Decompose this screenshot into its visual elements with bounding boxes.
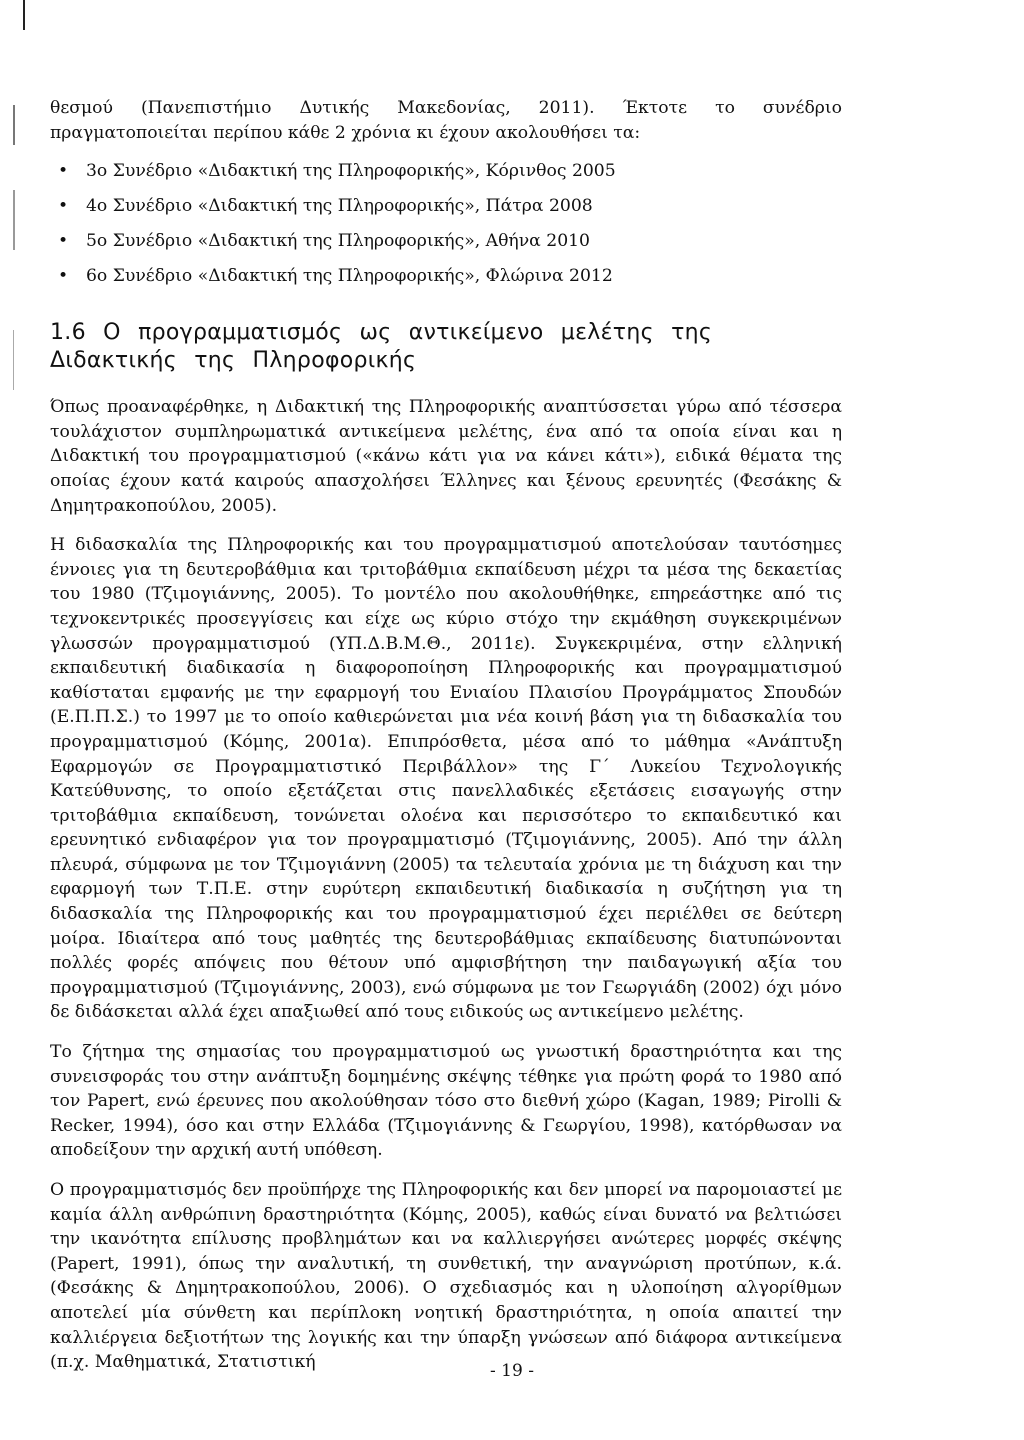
page-number: - 19 -	[490, 1361, 534, 1381]
bullet-icon: •	[58, 196, 69, 217]
list-item: • 6ο Συνέδριο «Διδακτική της Πληροφορικής», Φλώρινα 2012	[58, 266, 613, 287]
bullet-icon: •	[58, 266, 69, 287]
body-paragraph: Το ζήτημα της σημασίας του προγραμματισμού ως γνωστική δραστηριότητα και της συνεισφοράς του στην ανάπτυξη δομημένης σκέψης τέθηκε για πρώτη φορά το 1980 από τον Papert, ενώ έρευνες που ακολούθησαν τόσο στο διεθνή χώρο (Kagan, 1989; Pirolli & Recker, 1994), όσο και στην Ελλάδα (Τζιμογιάννης & Γεωργίου, 1998), κατόρθωσαν να αποδείξουν την αρχική αυτή υπόθεση.	[50, 1042, 842, 1161]
bullet-icon: •	[58, 161, 69, 182]
body-paragraph: Η διδασκαλία της Πληροφορικής και του προγραμματισμού αποτελούσαν ταυτόσημες έννοιες για τη δευτεροβάθμια και τριτοβάθμια εκπαίδευση μέχρι τα μέσα της δεκαετίας του 1980 (Τζιμογιάννης, 2005). Το μοντέλο που ακολουθήθηκε, επηρεάστηκε από τις τεχνοκεντρικές προσεγγίσεις και είχε ως κύριο στόχο την εκμάθηση συγκεκριμένων γλωσσών προγραμματισμού (ΥΠ.Δ.Β.Μ.Θ., 2011ε). Συγκεκριμένα, στην ελληνική εκπαιδευτική διαδικασία η διαφοροποίηση Πληροφορικής και προγραμματισμού καθίσταται εμφανής με την εφαρμογή του Ενιαίου Πλαισίου Προγράμματος Σπουδών (Ε.Π.Π.Σ.) το 1997 με το οποίο καθιερώνεται μια νέα κοινή βάση για τη διδασκαλία του προγραμματισμού (Κόμης, 2001α). Επιπρόσθετα, μέσα από το μάθημα «Ανάπτυξη Εφαρμογών σε Προγραμματιστικό Περιβάλλον» της Γ΄ Λυκείου Τεχνολογικής Κατεύθυνσης, το οποίο εξετάζεται στις πανελλαδικές εξετάσεις εισαγωγής στην τριτοβάθμια εκπαίδευση, τονώνεται ολοένα και περισσότερο το εκπαιδευτικό και ερευνητικό ενδιαφέρον για τον προγραμματισμό (Τζιμογιάννης, 2005). Από την άλλη πλευρά, σύμφωνα με τον Τζιμογιάννη (2005) τα τελευταία χρόνια με τη διάχυση και την εφαρμογή των Τ.Π.Ε. στην ευρύτερη εκπαιδευτική διαδικασία η συζήτηση για τη διδασκαλία της Πληροφορικής και του προγραμματισμού έχει περιέλθει σε δεύτερη μοίρα. Ιδιαίτερα από τους μαθητές της δευτεροβάθμιας εκπαίδευσης διατυπώνονται πολλές φορές απόψεις που θέτουν υπό αμφισβήτηση την παιδαγωγική αξία του προγραμματισμού (Τζιμογιάννης, 2003), ενώ σύμφωνα με τον Γεωργιάδη (2002) όχι μόνο δε διδάσκεται αλλά έχει απαξιωθεί από τους ειδικούς ως αντικείμενο μελέτης.	[50, 535, 842, 1023]
scan-edge-mark	[13, 330, 14, 390]
scan-edge-mark	[13, 190, 15, 250]
list-item: • 3ο Συνέδριο «Διδακτική της Πληροφορικής», Κόρινθος 2005	[58, 161, 616, 182]
bullet-icon: •	[58, 231, 69, 252]
conference-list	[50, 159, 842, 299]
intro-paragraph: θεσμού (Πανεπιστήμιο Δυτικής Μακεδονίας, 2011). Έκτοτε το συνέδριο πραγματοποιείται περίπου κάθε 2 χρόνια κι έχουν ακολουθήσει τα:	[50, 98, 842, 143]
body-paragraph: Όπως προαναφέρθηκε, η Διδακτική της Πληροφορικής αναπτύσσεται γύρω από τέσσερα τουλάχιστον συμπληρωματικά αντικείμενα μελέτης, ένα από τα οποία είναι και η Διδακτική του προγραμματισμού («κάνω κάτι για να κάνει κάτι»), ειδικά θέματα της οποίας έχουν κατά καιρούς απασχολήσει Έλληνες και ξένους ερευνητές (Φεσάκης & Δημητρακοπούλου, 2005).	[50, 397, 842, 516]
body-paragraph: Ο προγραμματισμός δεν προϋπήρχε της Πληροφορικής και δεν μπορεί να παρομοιαστεί με καμία άλλη ανθρώπινη δραστηριότητα (Κόμης, 2005), καθώς είναι δυνατό να βελτιώσει την ικανότητα επίλυσης προβλημάτων και να καλλιεργήσει ανώτερες μορφές σκέψης (Papert, 1991), όπως την αναλυτική, τη συνθετική, την αναγνώριση προτύπων, κ.ά. (Φεσάκης & Δημητρακοπούλου, 2006). Ο σχεδιασμός και η υλοποίηση αλγορίθμων αποτελεί μία σύνθετη και περίπλοκη νοητική δραστηριότητα, η οποία απαιτεί την καλλιέργεια δεξιοτήτων της λογικής και την ύπαρξη γνώσεων από διάφορα αντικείμενα (π.χ. Μαθηματικά, Στατιστική	[50, 1180, 842, 1373]
list-item: • 5ο Συνέδριο «Διδακτική της Πληροφορικής», Αθήνα 2010	[58, 231, 590, 252]
document-page	[50, 96, 842, 1390]
scan-edge-mark	[13, 105, 15, 145]
section-heading: 1.6 Ο προγραμματισμός ως αντικείμενο μελέτης της Διδακτικής της Πληροφορικής	[50, 320, 713, 374]
scan-edge-line	[23, 0, 25, 30]
list-item: • 4ο Συνέδριο «Διδακτική της Πληροφορικής», Πάτρα 2008	[58, 196, 593, 217]
